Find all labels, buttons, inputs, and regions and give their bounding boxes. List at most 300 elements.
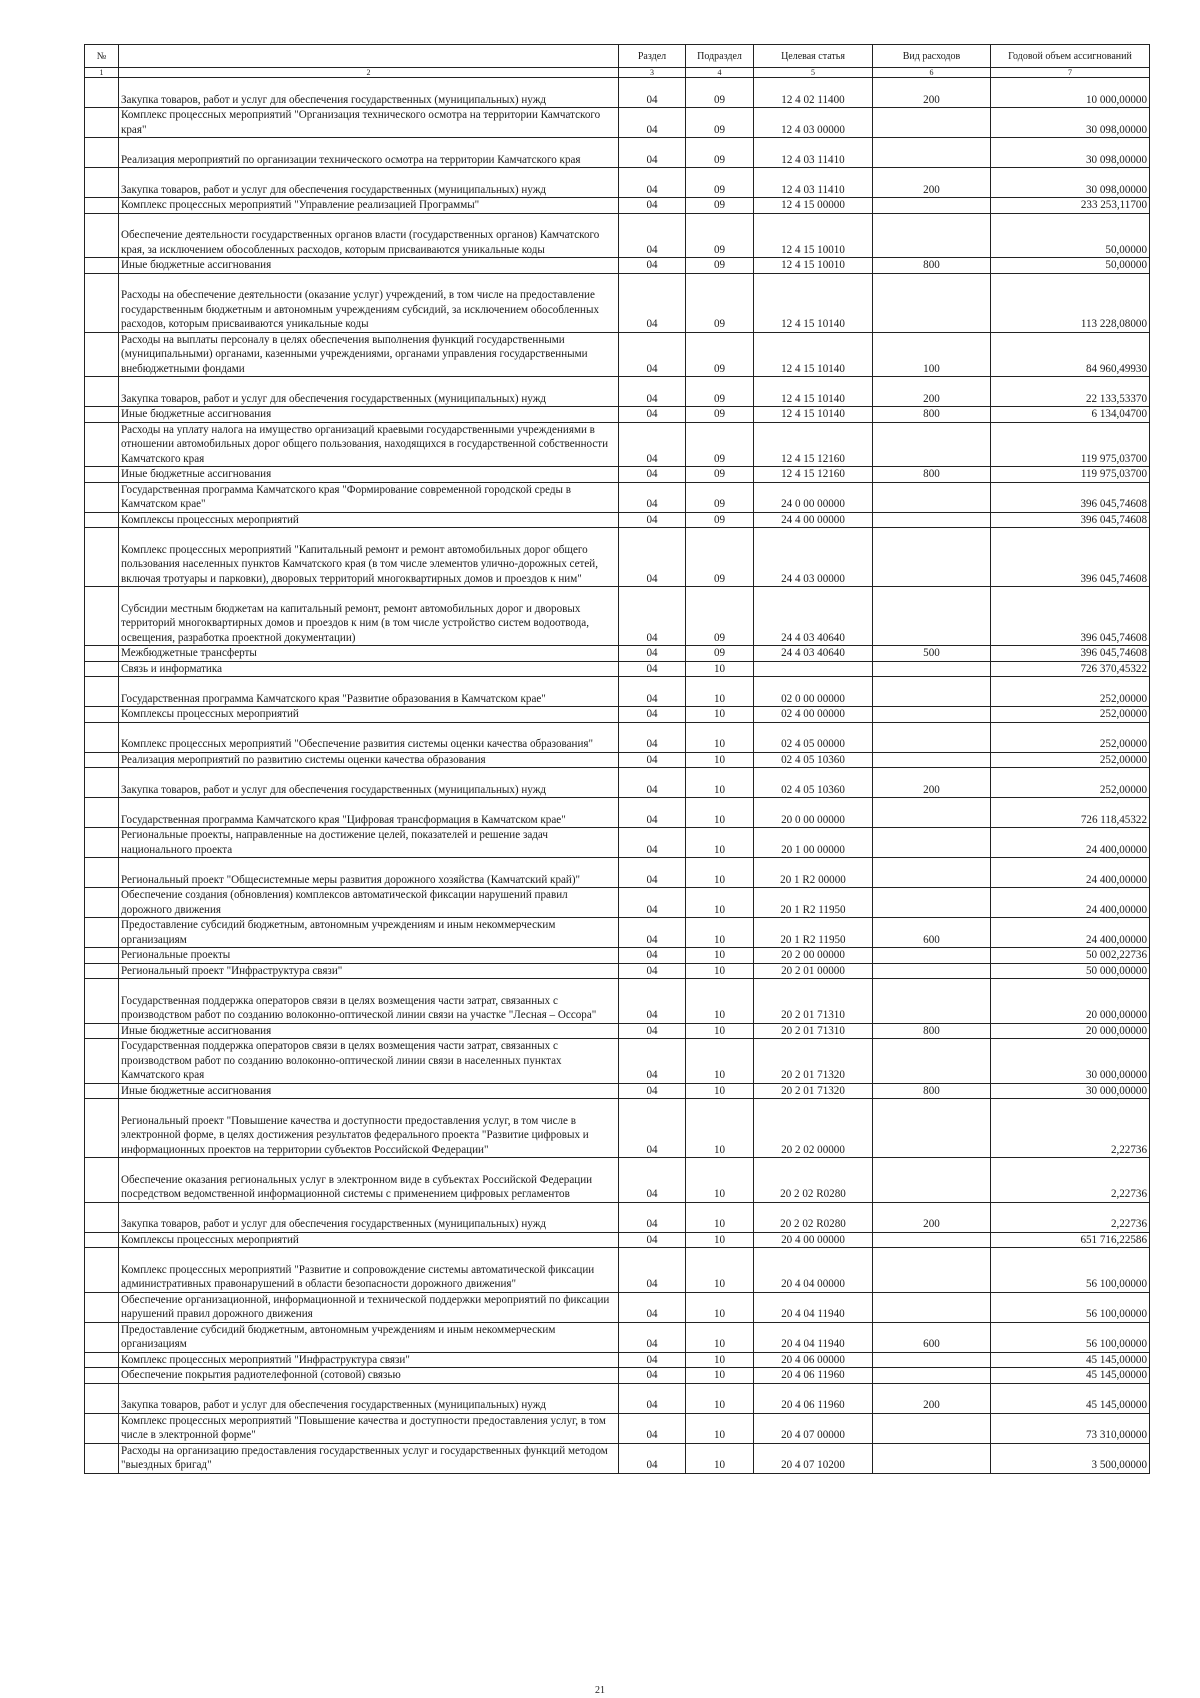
row-number-cell xyxy=(85,258,119,274)
row-name-cell: Предоставление субсидий бюджетным, автономным учреждениям и иным некоммерческим организациям xyxy=(119,918,619,948)
table-row xyxy=(85,646,1150,662)
row-number-cell xyxy=(85,661,119,677)
budget-table xyxy=(84,44,1150,1474)
row-celevaya-cell xyxy=(754,661,873,677)
row-celevaya-cell: 20 4 04 00000 xyxy=(754,1248,873,1293)
row-podrazdel-cell: 09 xyxy=(686,332,754,377)
row-name-cell: Иные бюджетные ассигнования xyxy=(119,1083,619,1099)
row-celevaya-cell: 12 4 15 10010 xyxy=(754,258,873,274)
row-podrazdel-cell: 09 xyxy=(686,273,754,332)
row-vid-cell: 200 xyxy=(873,1383,991,1413)
row-razdel-cell: 04 xyxy=(619,979,686,1024)
row-vid-cell: 200 xyxy=(873,168,991,198)
row-summa-cell: 84 960,49930 xyxy=(991,332,1150,377)
table-row xyxy=(85,752,1150,768)
row-number-cell xyxy=(85,768,119,798)
row-summa-cell: 24 400,00000 xyxy=(991,888,1150,918)
row-summa-cell: 252,00000 xyxy=(991,677,1150,707)
row-summa-cell: 50 000,00000 xyxy=(991,963,1150,979)
row-number-cell xyxy=(85,213,119,258)
row-razdel-cell: 04 xyxy=(619,661,686,677)
row-summa-cell: 45 145,00000 xyxy=(991,1352,1150,1368)
table-row xyxy=(85,1039,1150,1084)
row-summa-cell: 20 000,00000 xyxy=(991,1023,1150,1039)
row-vid-cell xyxy=(873,1368,991,1384)
row-summa-cell: 50,00000 xyxy=(991,213,1150,258)
row-vid-cell xyxy=(873,979,991,1024)
row-vid-cell xyxy=(873,512,991,528)
row-number-cell xyxy=(85,798,119,828)
row-name-cell: Региональный проект "Повышение качества и доступности предоставления услуг, в том числе в электронной форме, в целях достижения результатов федерального проекта "Развитие цифровых и информационных проектов на территории субъектов Российской Федерации" xyxy=(119,1099,619,1158)
row-vid-cell xyxy=(873,108,991,138)
row-podrazdel-cell: 10 xyxy=(686,752,754,768)
row-vid-cell: 800 xyxy=(873,258,991,274)
row-razdel-cell: 04 xyxy=(619,1368,686,1384)
table-row xyxy=(85,138,1150,168)
row-razdel-cell: 04 xyxy=(619,422,686,467)
row-celevaya-cell: 20 2 02 R0280 xyxy=(754,1202,873,1232)
table-header xyxy=(85,45,1150,78)
header-num: 1 xyxy=(85,68,119,78)
row-summa-cell: 233 253,11700 xyxy=(991,198,1150,214)
row-podrazdel-cell: 09 xyxy=(686,108,754,138)
row-celevaya-cell: 02 4 05 10360 xyxy=(754,752,873,768)
row-name-cell: Обеспечение создания (обновления) комплексов автоматической фиксации нарушений правил дорожного движения xyxy=(119,888,619,918)
row-number-cell xyxy=(85,948,119,964)
row-razdel-cell: 04 xyxy=(619,963,686,979)
row-summa-cell: 22 133,53370 xyxy=(991,377,1150,407)
row-razdel-cell: 04 xyxy=(619,467,686,483)
row-name-cell: Расходы на организацию предоставления государственных услуг и государственных функций методом "выездных бригад" xyxy=(119,1443,619,1473)
row-name-cell: Закупка товаров, работ и услуг для обеспечения государственных (муниципальных) нужд xyxy=(119,1383,619,1413)
row-name-cell: Предоставление субсидий бюджетным, автономным учреждениям и иным некоммерческим организациям xyxy=(119,1322,619,1352)
row-name-cell: Закупка товаров, работ и услуг для обеспечения государственных (муниципальных) нужд xyxy=(119,78,619,108)
row-celevaya-cell: 12 4 15 10140 xyxy=(754,332,873,377)
row-name-cell: Региональные проекты, направленные на достижение целей, показателей и решение задач национального проекта xyxy=(119,828,619,858)
row-number-cell xyxy=(85,1158,119,1203)
header-celevaya: Целевая статья xyxy=(754,45,873,68)
row-vid-cell: 800 xyxy=(873,467,991,483)
row-summa-cell: 24 400,00000 xyxy=(991,918,1150,948)
row-celevaya-cell: 12 4 15 12160 xyxy=(754,422,873,467)
row-razdel-cell: 04 xyxy=(619,273,686,332)
row-podrazdel-cell: 10 xyxy=(686,1413,754,1443)
table-row xyxy=(85,1413,1150,1443)
row-podrazdel-cell: 10 xyxy=(686,948,754,964)
row-celevaya-cell: 20 1 R2 00000 xyxy=(754,858,873,888)
row-name-cell: Комплекс процессных мероприятий "Инфраструктура связи" xyxy=(119,1352,619,1368)
row-name-cell: Субсидии местным бюджетам на капитальный ремонт, ремонт автомобильных дорог и дворовых территорий многоквартирных домов и проездов к ним (в том числе устройство систем водоотвода, освещения, разработка проектной документации) xyxy=(119,587,619,646)
row-celevaya-cell: 20 4 04 11940 xyxy=(754,1292,873,1322)
row-razdel-cell: 04 xyxy=(619,1232,686,1248)
row-vid-cell xyxy=(873,422,991,467)
row-number-cell xyxy=(85,918,119,948)
row-celevaya-cell: 20 4 07 10200 xyxy=(754,1443,873,1473)
row-podrazdel-cell: 09 xyxy=(686,258,754,274)
row-podrazdel-cell: 10 xyxy=(686,1039,754,1084)
row-podrazdel-cell: 10 xyxy=(686,1368,754,1384)
row-celevaya-cell: 24 0 00 00000 xyxy=(754,482,873,512)
page-number: 21 xyxy=(595,1685,605,1696)
row-summa-cell: 30 000,00000 xyxy=(991,1083,1150,1099)
row-podrazdel-cell: 09 xyxy=(686,168,754,198)
header-numbers xyxy=(85,68,1150,78)
row-number-cell xyxy=(85,1039,119,1084)
row-vid-cell xyxy=(873,587,991,646)
row-summa-cell: 20 000,00000 xyxy=(991,979,1150,1024)
row-podrazdel-cell: 09 xyxy=(686,198,754,214)
row-summa-cell: 30 098,00000 xyxy=(991,108,1150,138)
row-razdel-cell: 04 xyxy=(619,213,686,258)
row-razdel-cell: 04 xyxy=(619,1383,686,1413)
row-razdel-cell: 04 xyxy=(619,587,686,646)
table-row xyxy=(85,213,1150,258)
table-row xyxy=(85,332,1150,377)
row-vid-cell xyxy=(873,1292,991,1322)
row-razdel-cell: 04 xyxy=(619,407,686,423)
table-row xyxy=(85,1232,1150,1248)
row-name-cell: Государственная программа Камчатского края "Формирование современной городской среды в Камчатском крае" xyxy=(119,482,619,512)
row-name-cell: Закупка товаров, работ и услуг для обеспечения государственных (муниципальных) нужд xyxy=(119,168,619,198)
row-vid-cell xyxy=(873,888,991,918)
table-row xyxy=(85,168,1150,198)
row-number-cell xyxy=(85,407,119,423)
row-name-cell: Реализация мероприятий по организации технического осмотра на территории Камчатского края xyxy=(119,138,619,168)
header-name xyxy=(119,45,619,68)
row-summa-cell: 30 098,00000 xyxy=(991,168,1150,198)
row-name-cell: Обеспечение организационной, информационной и технической поддержки мероприятий по фиксации нарушений правил дорожного движения xyxy=(119,1292,619,1322)
row-podrazdel-cell: 09 xyxy=(686,587,754,646)
row-razdel-cell: 04 xyxy=(619,677,686,707)
row-vid-cell xyxy=(873,858,991,888)
table-row xyxy=(85,798,1150,828)
row-podrazdel-cell: 10 xyxy=(686,858,754,888)
row-number-cell xyxy=(85,888,119,918)
row-name-cell: Региональный проект "Инфраструктура связи" xyxy=(119,963,619,979)
table-row xyxy=(85,1248,1150,1293)
row-razdel-cell: 04 xyxy=(619,768,686,798)
row-vid-cell xyxy=(873,1158,991,1203)
row-vid-cell xyxy=(873,707,991,723)
row-vid-cell: 100 xyxy=(873,332,991,377)
table-row xyxy=(85,482,1150,512)
row-razdel-cell: 04 xyxy=(619,948,686,964)
row-vid-cell xyxy=(873,1039,991,1084)
row-razdel-cell: 04 xyxy=(619,722,686,752)
row-summa-cell: 252,00000 xyxy=(991,768,1150,798)
row-vid-cell xyxy=(873,752,991,768)
row-razdel-cell: 04 xyxy=(619,1039,686,1084)
row-vid-cell xyxy=(873,1232,991,1248)
row-vid-cell: 800 xyxy=(873,1023,991,1039)
row-celevaya-cell: 12 4 03 11410 xyxy=(754,138,873,168)
row-name-cell: Комплекс процессных мероприятий "Организация технического осмотра на территории Камчатского края" xyxy=(119,108,619,138)
row-vid-cell xyxy=(873,273,991,332)
row-number-cell xyxy=(85,646,119,662)
row-number-cell xyxy=(85,858,119,888)
row-name-cell: Обеспечение покрытия радиотелефонной (сотовой) связью xyxy=(119,1368,619,1384)
row-name-cell: Комплекс процессных мероприятий "Повышение качества и доступности предоставления услуг, в том числе в электронной форме" xyxy=(119,1413,619,1443)
row-celevaya-cell: 20 2 02 R0280 xyxy=(754,1158,873,1203)
row-celevaya-cell: 12 4 03 11410 xyxy=(754,168,873,198)
row-name-cell: Иные бюджетные ассигнования xyxy=(119,407,619,423)
row-podrazdel-cell: 10 xyxy=(686,828,754,858)
row-summa-cell: 726 370,45322 xyxy=(991,661,1150,677)
row-name-cell: Комплекс процессных мероприятий "Развитие и сопровождение системы автоматической фиксации административных правонарушений в области безопасности дорожного движения" xyxy=(119,1248,619,1293)
row-name-cell: Комплексы процессных мероприятий xyxy=(119,707,619,723)
row-vid-cell xyxy=(873,528,991,587)
row-razdel-cell: 04 xyxy=(619,1443,686,1473)
row-celevaya-cell: 02 4 05 10360 xyxy=(754,768,873,798)
header-num: 4 xyxy=(686,68,754,78)
header-podrazdel: Подраздел xyxy=(686,45,754,68)
row-name-cell: Региональные проекты xyxy=(119,948,619,964)
row-number-cell xyxy=(85,377,119,407)
row-celevaya-cell: 20 4 06 11960 xyxy=(754,1368,873,1384)
table-row xyxy=(85,1383,1150,1413)
row-razdel-cell: 04 xyxy=(619,1292,686,1322)
table-row xyxy=(85,78,1150,108)
row-podrazdel-cell: 09 xyxy=(686,377,754,407)
row-vid-cell xyxy=(873,722,991,752)
table-row xyxy=(85,1352,1150,1368)
row-razdel-cell: 04 xyxy=(619,798,686,828)
row-summa-cell: 45 145,00000 xyxy=(991,1383,1150,1413)
row-podrazdel-cell: 09 xyxy=(686,482,754,512)
row-celevaya-cell: 24 4 03 40640 xyxy=(754,646,873,662)
header-num: 5 xyxy=(754,68,873,78)
header-summa: Годовой объем ассигнований xyxy=(991,45,1150,68)
row-summa-cell: 119 975,03700 xyxy=(991,422,1150,467)
table-row xyxy=(85,661,1150,677)
row-summa-cell: 113 228,08000 xyxy=(991,273,1150,332)
row-number-cell xyxy=(85,482,119,512)
row-razdel-cell: 04 xyxy=(619,168,686,198)
header-razdel: Раздел xyxy=(619,45,686,68)
row-podrazdel-cell: 09 xyxy=(686,467,754,483)
row-summa-cell: 651 716,22586 xyxy=(991,1232,1150,1248)
row-name-cell: Иные бюджетные ассигнования xyxy=(119,1023,619,1039)
row-razdel-cell: 04 xyxy=(619,828,686,858)
row-podrazdel-cell: 10 xyxy=(686,1292,754,1322)
row-summa-cell: 24 400,00000 xyxy=(991,858,1150,888)
table-row xyxy=(85,918,1150,948)
header-vid: Вид расходов xyxy=(873,45,991,68)
row-podrazdel-cell: 10 xyxy=(686,979,754,1024)
row-podrazdel-cell: 09 xyxy=(686,422,754,467)
row-vid-cell xyxy=(873,798,991,828)
row-vid-cell xyxy=(873,1443,991,1473)
row-summa-cell: 252,00000 xyxy=(991,752,1150,768)
table-row xyxy=(85,1368,1150,1384)
row-vid-cell xyxy=(873,948,991,964)
row-razdel-cell: 04 xyxy=(619,918,686,948)
table-row xyxy=(85,858,1150,888)
row-podrazdel-cell: 10 xyxy=(686,1383,754,1413)
row-podrazdel-cell: 09 xyxy=(686,528,754,587)
row-razdel-cell: 04 xyxy=(619,1322,686,1352)
table-body xyxy=(85,78,1150,1474)
header-no: № xyxy=(85,45,119,68)
row-name-cell: Государственная поддержка операторов связи в целях возмещения части затрат, связанных с производством работ по созданию волоконно-оптической линии связи на участке "Лесная – Оссора" xyxy=(119,979,619,1024)
row-celevaya-cell: 20 0 00 00000 xyxy=(754,798,873,828)
row-name-cell: Закупка товаров, работ и услуг для обеспечения государственных (муниципальных) нужд xyxy=(119,1202,619,1232)
row-celevaya-cell: 24 4 03 40640 xyxy=(754,587,873,646)
row-razdel-cell: 04 xyxy=(619,1023,686,1039)
table-row xyxy=(85,1023,1150,1039)
row-razdel-cell: 04 xyxy=(619,377,686,407)
row-vid-cell: 600 xyxy=(873,918,991,948)
row-number-cell xyxy=(85,528,119,587)
table-row xyxy=(85,108,1150,138)
row-number-cell xyxy=(85,422,119,467)
table-row xyxy=(85,677,1150,707)
row-summa-cell: 50,00000 xyxy=(991,258,1150,274)
row-celevaya-cell: 20 2 01 00000 xyxy=(754,963,873,979)
table-row xyxy=(85,422,1150,467)
row-summa-cell: 30 000,00000 xyxy=(991,1039,1150,1084)
row-summa-cell: 6 134,04700 xyxy=(991,407,1150,423)
row-razdel-cell: 04 xyxy=(619,258,686,274)
table-row xyxy=(85,828,1150,858)
row-razdel-cell: 04 xyxy=(619,707,686,723)
row-name-cell: Комплекс процессных мероприятий "Обеспечение развития системы оценки качества образования" xyxy=(119,722,619,752)
table-row xyxy=(85,528,1150,587)
row-podrazdel-cell: 09 xyxy=(686,213,754,258)
row-celevaya-cell: 12 4 15 10140 xyxy=(754,273,873,332)
row-name-cell: Расходы на выплаты персоналу в целях обеспечения выполнения функций государственными (муниципальными) органами, казенными учреждениями, органами управления государственными внебюджетными фондами xyxy=(119,332,619,377)
row-podrazdel-cell: 10 xyxy=(686,1202,754,1232)
row-razdel-cell: 04 xyxy=(619,482,686,512)
row-celevaya-cell: 20 4 06 00000 xyxy=(754,1352,873,1368)
table-row xyxy=(85,1099,1150,1158)
row-number-cell xyxy=(85,963,119,979)
row-vid-cell: 800 xyxy=(873,407,991,423)
row-summa-cell: 56 100,00000 xyxy=(991,1322,1150,1352)
row-celevaya-cell: 02 0 00 00000 xyxy=(754,677,873,707)
table-row xyxy=(85,888,1150,918)
row-podrazdel-cell: 09 xyxy=(686,138,754,168)
row-celevaya-cell: 20 2 01 71310 xyxy=(754,1023,873,1039)
row-summa-cell: 10 000,00000 xyxy=(991,78,1150,108)
row-summa-cell: 73 310,00000 xyxy=(991,1413,1150,1443)
row-podrazdel-cell: 09 xyxy=(686,512,754,528)
row-vid-cell: 200 xyxy=(873,1202,991,1232)
row-number-cell xyxy=(85,1413,119,1443)
row-podrazdel-cell: 10 xyxy=(686,888,754,918)
row-number-cell xyxy=(85,1202,119,1232)
row-razdel-cell: 04 xyxy=(619,1083,686,1099)
row-number-cell xyxy=(85,467,119,483)
row-vid-cell: 600 xyxy=(873,1322,991,1352)
row-number-cell xyxy=(85,512,119,528)
row-name-cell: Государственная программа Камчатского края "Цифровая трансформация в Камчатском крае" xyxy=(119,798,619,828)
row-podrazdel-cell: 10 xyxy=(686,1322,754,1352)
row-summa-cell: 56 100,00000 xyxy=(991,1292,1150,1322)
row-summa-cell: 396 045,74608 xyxy=(991,482,1150,512)
row-podrazdel-cell: 10 xyxy=(686,1023,754,1039)
table-row xyxy=(85,963,1150,979)
row-summa-cell: 726 118,45322 xyxy=(991,798,1150,828)
row-celevaya-cell: 20 1 R2 11950 xyxy=(754,918,873,948)
row-vid-cell xyxy=(873,828,991,858)
row-celevaya-cell: 12 4 15 10010 xyxy=(754,213,873,258)
row-vid-cell xyxy=(873,1248,991,1293)
row-name-cell: Обеспечение деятельности государственных органов власти (государственных органов) Камчатского края, за исключением обособленных расходов, которым присваиваются уникальные коды xyxy=(119,213,619,258)
row-number-cell xyxy=(85,1352,119,1368)
row-razdel-cell: 04 xyxy=(619,1202,686,1232)
row-vid-cell: 200 xyxy=(873,377,991,407)
table-row xyxy=(85,1292,1150,1322)
row-name-cell: Государственная поддержка операторов связи в целях возмещения части затрат, связанных с производством работ по созданию волоконно-оптической линии связи в населенных пунктах Камчатского края xyxy=(119,1039,619,1084)
row-podrazdel-cell: 10 xyxy=(686,1083,754,1099)
table-row xyxy=(85,258,1150,274)
row-celevaya-cell: 20 4 04 11940 xyxy=(754,1322,873,1352)
row-razdel-cell: 04 xyxy=(619,752,686,768)
row-razdel-cell: 04 xyxy=(619,528,686,587)
row-number-cell xyxy=(85,707,119,723)
row-vid-cell: 200 xyxy=(873,768,991,798)
row-number-cell xyxy=(85,198,119,214)
row-number-cell xyxy=(85,273,119,332)
row-summa-cell: 396 045,74608 xyxy=(991,587,1150,646)
row-number-cell xyxy=(85,677,119,707)
row-podrazdel-cell: 10 xyxy=(686,1232,754,1248)
row-razdel-cell: 04 xyxy=(619,858,686,888)
header-num: 3 xyxy=(619,68,686,78)
row-podrazdel-cell: 10 xyxy=(686,768,754,798)
row-summa-cell: 56 100,00000 xyxy=(991,1248,1150,1293)
row-celevaya-cell: 20 2 00 00000 xyxy=(754,948,873,964)
table-row xyxy=(85,1322,1150,1352)
row-number-cell xyxy=(85,1023,119,1039)
row-razdel-cell: 04 xyxy=(619,198,686,214)
header-num: 6 xyxy=(873,68,991,78)
row-name-cell: Комплексы процессных мероприятий xyxy=(119,512,619,528)
table-row xyxy=(85,1443,1150,1473)
row-number-cell xyxy=(85,138,119,168)
row-vid-cell xyxy=(873,138,991,168)
row-vid-cell: 200 xyxy=(873,78,991,108)
row-celevaya-cell: 12 4 15 10140 xyxy=(754,407,873,423)
table-row xyxy=(85,512,1150,528)
row-name-cell: Региональный проект "Общесистемные меры развития дорожного хозяйства (Камчатский край)" xyxy=(119,858,619,888)
row-razdel-cell: 04 xyxy=(619,646,686,662)
row-vid-cell xyxy=(873,198,991,214)
row-celevaya-cell: 12 4 03 00000 xyxy=(754,108,873,138)
table-row xyxy=(85,407,1150,423)
header-num: 7 xyxy=(991,68,1150,78)
row-number-cell xyxy=(85,1099,119,1158)
row-razdel-cell: 04 xyxy=(619,888,686,918)
row-podrazdel-cell: 10 xyxy=(686,722,754,752)
row-razdel-cell: 04 xyxy=(619,138,686,168)
row-vid-cell xyxy=(873,482,991,512)
row-celevaya-cell: 24 4 03 00000 xyxy=(754,528,873,587)
row-razdel-cell: 04 xyxy=(619,78,686,108)
budget-sheet xyxy=(84,44,1149,1474)
row-podrazdel-cell: 10 xyxy=(686,1352,754,1368)
row-razdel-cell: 04 xyxy=(619,1352,686,1368)
row-celevaya-cell: 20 4 07 00000 xyxy=(754,1413,873,1443)
row-vid-cell xyxy=(873,677,991,707)
row-celevaya-cell: 02 4 05 00000 xyxy=(754,722,873,752)
row-number-cell xyxy=(85,1383,119,1413)
row-summa-cell: 396 045,74608 xyxy=(991,512,1150,528)
row-summa-cell: 50 002,22736 xyxy=(991,948,1150,964)
table-row xyxy=(85,768,1150,798)
row-podrazdel-cell: 10 xyxy=(686,661,754,677)
